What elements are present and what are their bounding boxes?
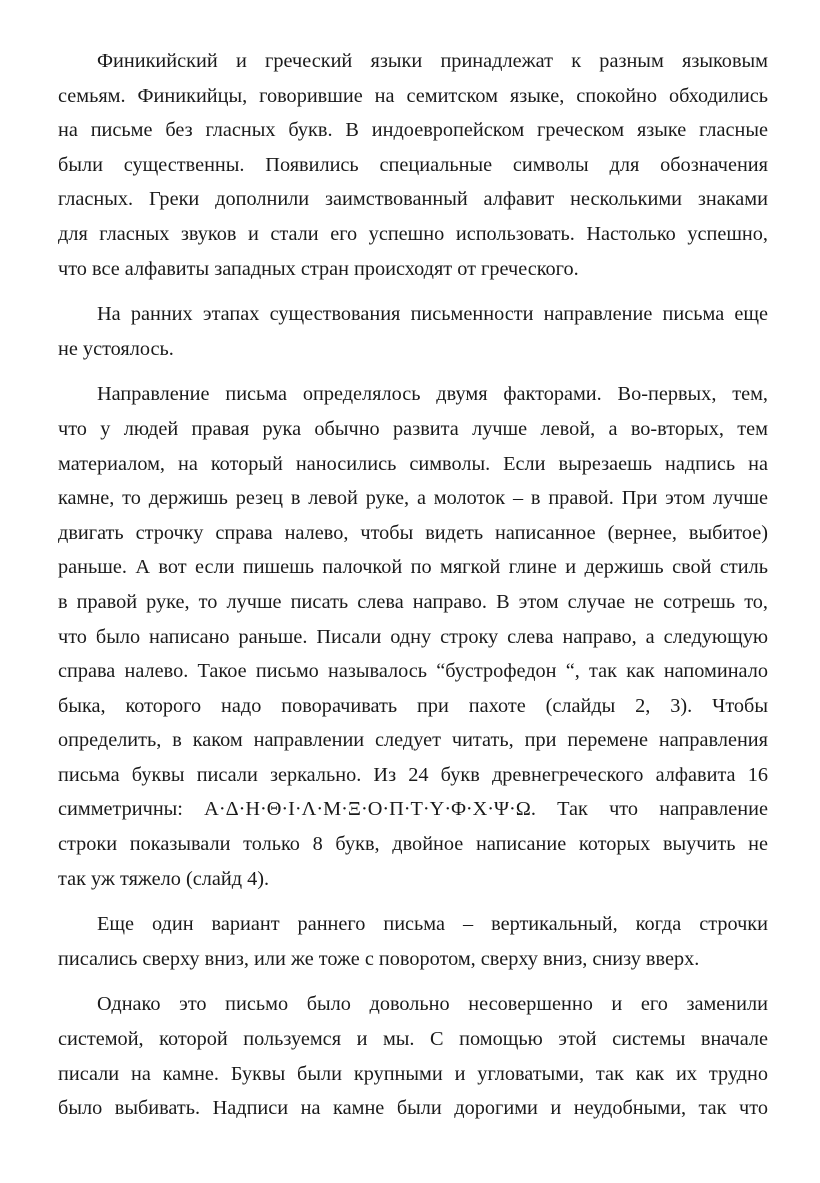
text-line: писали на камне. Буквы были крупными и угловатыми, так как их трудно xyxy=(58,1062,768,1085)
text-line: так уж тяжело (слайд 4). xyxy=(58,867,270,890)
text-line: что все алфавиты западных стран происходят от греческого. xyxy=(58,257,579,280)
text-line: симметричны: Α·Δ·Η·Θ·Ι·Λ·Μ·Ξ·Ο·Π·Τ·Υ·Φ·Χ·Ψ·Ω. Так что направление xyxy=(58,798,768,821)
text-line: камне, то держишь резец в левой руке, а молоток – в правой. При этом лучше xyxy=(58,487,768,510)
text-line: Еще один вариант раннего письма – вертикальный, когда строчки xyxy=(97,913,768,936)
text-line: не устоялось. xyxy=(58,337,174,360)
text-line: что было написано раньше. Писали одну строку слева направо, а следующую xyxy=(58,625,768,648)
paragraph-1 xyxy=(58,44,768,286)
text-line: раньше. А вот если пишешь палочкой по мягкой глине и держишь свой стиль xyxy=(58,556,768,579)
text-line: строки показывали только 8 букв, двойное написание которых выучить не xyxy=(58,833,768,856)
text-line: быка, которого надо поворачивать при пахоте (слайды 2, 3). Чтобы xyxy=(58,694,768,717)
text-line: в правой руке, то лучше писать слева направо. В этом случае не сотрешь то, xyxy=(58,590,768,613)
text-line: было выбивать. Надписи на камне были дорогими и неудобными, так что xyxy=(58,1097,768,1120)
text-line: Финикийский и греческий языки принадлежат к разным языковым xyxy=(97,50,768,72)
text-line: системой, которой пользуемся и мы. С помощью этой системы вначале xyxy=(58,1028,768,1051)
text-line: писались сверху вниз, или же тоже с поворотом, сверху вниз, снизу вверх. xyxy=(58,947,700,970)
text-line: что у людей правая рука обычно развита лучше левой, а во-вторых, тем xyxy=(58,417,768,440)
paragraph-2 xyxy=(58,297,768,366)
text-line: для гласных звуков и стали его успешно использовать. Настолько успешно, xyxy=(58,222,768,245)
paragraph-3 xyxy=(58,377,768,896)
text-line: гласных. Греки дополнили заимствованный алфавит несколькими знаками xyxy=(58,188,768,211)
text-line: определить, в каком направлении следует читать, при перемене направления xyxy=(58,729,768,752)
text-line: справа налево. Такое письмо называлось “бустрофедон “, так как напоминало xyxy=(58,660,768,683)
paragraph-5 xyxy=(58,987,768,1125)
text-line: двигать строчку справа налево, чтобы видеть написанное (вернее, выбитое) xyxy=(58,521,768,544)
text-line: Однако это письмо было довольно несовершенно и его заменили xyxy=(97,993,768,1016)
text-line: были существенны. Появились специальные символы для обозначения xyxy=(58,153,768,176)
document-page xyxy=(58,44,768,1137)
text-line: на письме без гласных букв. В индоевропейском греческом языке гласные xyxy=(58,119,768,142)
text-line: семьям. Финикийцы, говорившие на семитском языке, спокойно обходились xyxy=(58,84,768,107)
text-line: письма буквы писали зеркально. Из 24 букв древнегреческого алфавита 16 xyxy=(58,763,768,786)
text-line: Направление письма определялось двумя факторами. Во-первых, тем, xyxy=(97,383,768,406)
text-line: На ранних этапах существования письменности направление письма еще xyxy=(97,303,768,326)
paragraph-4 xyxy=(58,907,768,976)
text-line: материалом, на который наносились символы. Если вырезаешь надпись на xyxy=(58,452,768,475)
